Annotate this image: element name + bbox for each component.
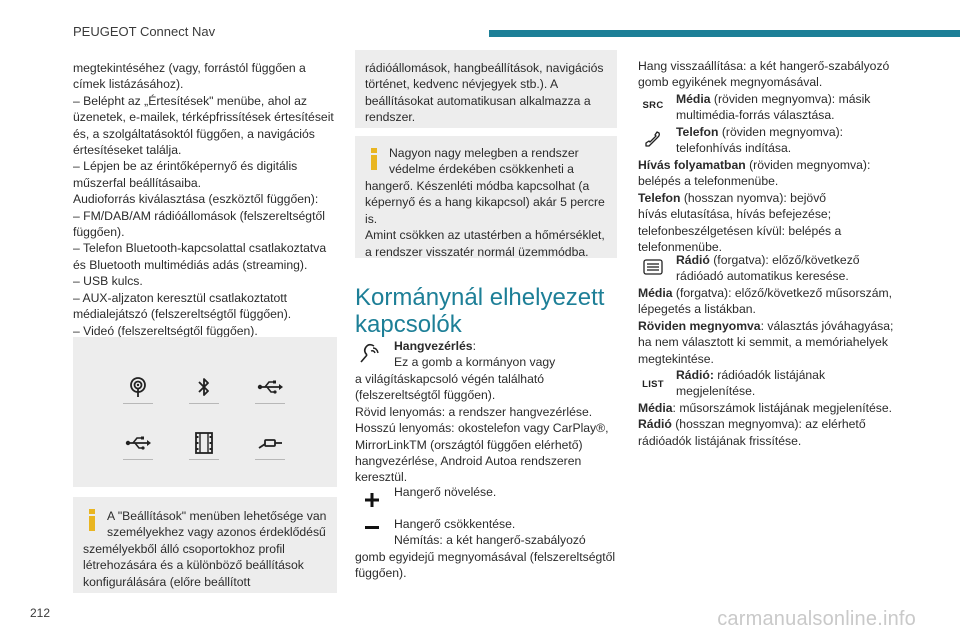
bluetooth-icon bbox=[189, 372, 219, 402]
text-line: üzenetek, e-mailek, térképfrissítések értesítéseit bbox=[73, 110, 334, 125]
text-line bbox=[676, 124, 902, 140]
bold-term: Rádió: bbox=[676, 368, 714, 382]
text-line: médialejátszó (felszereltségtől függően). bbox=[73, 307, 292, 322]
text-line: Audioforrás kiválasztása (eszköztől függően): bbox=[73, 192, 319, 207]
page-number: 212 bbox=[30, 606, 51, 620]
bold-term: Hívás folyamatban bbox=[638, 158, 746, 172]
text-line: Ez a gomb a kormányon vagy bbox=[394, 355, 556, 370]
src-button-label: SRC bbox=[642, 99, 664, 111]
plus-icon bbox=[362, 490, 382, 510]
audio-source-illustration bbox=[73, 337, 337, 487]
text-line bbox=[676, 367, 902, 383]
text-span: rádióadók listájának bbox=[713, 368, 826, 382]
text-line: személyekhez vagy azonos érdeklődésű bbox=[107, 525, 326, 540]
text-line: rádióállomások, hangbeállítások, navigációs bbox=[365, 61, 604, 75]
text-line: és Bluetooth multimédiás adás (streaming). bbox=[73, 257, 308, 272]
text-line: Némítás: a két hangerő-szabályozó bbox=[394, 533, 586, 548]
text-line: Hosszú lenyomás: okostelefon vagy CarPlay®, bbox=[355, 421, 609, 436]
text-line: Hangerő csökkentése. bbox=[394, 517, 516, 531]
icon-underline bbox=[189, 403, 219, 404]
mute-text bbox=[355, 549, 619, 582]
text-line: konfigurálására (előre beállított bbox=[83, 574, 251, 589]
text-span: (röviden megnyomva): másik bbox=[710, 92, 871, 106]
text-line: megtekintéséhez (vagy, forrástól függően a bbox=[73, 61, 306, 75]
radio-icon bbox=[123, 372, 153, 402]
text-line: telefonhívás indítása. bbox=[676, 141, 792, 156]
call-text bbox=[638, 157, 902, 255]
volume-up-text bbox=[394, 484, 619, 500]
info-note-continued bbox=[355, 50, 617, 128]
text-line: függően). bbox=[73, 225, 125, 240]
text-line: telefonmenübe. bbox=[638, 240, 723, 255]
media-text bbox=[638, 285, 902, 367]
text-line: Amint csökken az utastérben a hőmérséklet, bbox=[365, 228, 605, 243]
colon: : bbox=[472, 339, 476, 353]
text-line bbox=[638, 285, 902, 301]
text-line: Rövid lenyomás: a rendszer hangvezérlése. bbox=[355, 404, 593, 419]
text-line: – USB kulcs. bbox=[73, 274, 143, 289]
text-span: : műsorszámok listájának megjelenítése. bbox=[672, 401, 893, 415]
text-line: keresztül. bbox=[355, 470, 408, 485]
text-line: – Belépht az „Értesítések" menübe, ahol az bbox=[73, 93, 307, 108]
text-line: műszerfal beállításaiba. bbox=[73, 175, 202, 190]
text-span: (röviden megnyomva): bbox=[745, 158, 871, 172]
watermark: carmanualsonline.info bbox=[717, 608, 916, 630]
phone-text bbox=[676, 124, 902, 157]
text-line: beállításokat automatikusan alkalmazza a bbox=[365, 93, 591, 108]
section-title bbox=[355, 284, 617, 338]
icon-underline bbox=[255, 403, 285, 404]
voice-body bbox=[355, 371, 619, 486]
text-line: gomb egyikének megnyomásával. bbox=[638, 75, 823, 90]
note-text bbox=[107, 508, 332, 541]
text-line: megjelenítése. bbox=[676, 384, 756, 399]
note-text bbox=[365, 60, 615, 126]
text-span: (hosszan nyomva): bejövő bbox=[680, 190, 827, 205]
icon-underline bbox=[255, 459, 285, 460]
text-line: ha nem választott ki semmit, a memóriahelyek bbox=[638, 335, 888, 350]
column-1 bbox=[73, 60, 337, 339]
text-line: képernyő és a hang kikapcsol) akár 5 percre bbox=[365, 195, 605, 210]
text-line: rádióadók listájának frissítése. bbox=[638, 433, 802, 448]
text-line: multimédia-forrás választása. bbox=[676, 108, 835, 123]
voice-title: Hangvezérlés bbox=[394, 339, 473, 353]
text-line: rendszer. bbox=[365, 110, 416, 125]
text-line bbox=[638, 416, 902, 432]
bold-term: Telefon bbox=[638, 190, 681, 205]
src-text bbox=[676, 91, 902, 124]
section-title-line: kapcsolók bbox=[355, 311, 462, 338]
list-text bbox=[676, 367, 902, 400]
icon-underline bbox=[123, 403, 153, 404]
text-span: (forgatva): előző/következő műsorszám, bbox=[672, 286, 893, 300]
voice-title-line bbox=[394, 338, 619, 354]
text-line: történet, kedvenc névjegyek stb.). A bbox=[365, 77, 559, 92]
text-line: Nagyon nagy melegben a rendszer bbox=[389, 146, 579, 160]
text-line: hangvezérlése, Android Autoa rendszeren bbox=[355, 454, 582, 469]
text-line: lépegetés a listákban. bbox=[638, 302, 756, 317]
text-line bbox=[638, 190, 902, 206]
text-line: rádióadó automatikus keresése. bbox=[676, 269, 849, 284]
voice-heading bbox=[394, 338, 619, 371]
note-text bbox=[389, 145, 614, 178]
text-line: létrehozására és a különböző beállítások bbox=[83, 558, 304, 573]
video-icon bbox=[189, 428, 219, 458]
text-line: megtekintése. bbox=[638, 351, 714, 366]
minus-icon bbox=[362, 523, 382, 533]
text-line: hangerő. Készenléti módba kapcsolhat (a bbox=[365, 179, 590, 193]
text-line: MirrorLinkTM (országtól függően elérhető) bbox=[355, 437, 583, 452]
usb-icon bbox=[255, 372, 285, 402]
note-text bbox=[83, 541, 333, 590]
text-line bbox=[638, 400, 902, 416]
info-icon bbox=[369, 148, 379, 170]
bold-term: Telefon bbox=[676, 125, 719, 139]
text-line bbox=[638, 318, 902, 334]
text-line: – Lépjen be az érintőképernyő és digitális bbox=[73, 159, 298, 174]
media-list-text bbox=[638, 400, 902, 449]
text-span: (röviden megnyomva): bbox=[718, 125, 844, 139]
text-line: – Telefon Bluetooth-kapcsolattal csatlakoztatva bbox=[73, 241, 327, 256]
icon-underline bbox=[189, 459, 219, 460]
icon-underline bbox=[123, 459, 153, 460]
text-line: címek listázásához). bbox=[73, 77, 184, 92]
radio-turn-text bbox=[676, 252, 902, 285]
text-line: is. bbox=[365, 211, 378, 226]
text-line: hívás elutasítása, hívás befejezése; bbox=[638, 207, 832, 222]
info-icon bbox=[87, 509, 97, 531]
aux-cable-icon bbox=[255, 428, 285, 458]
text-line: – Videó (felszereltségtől függően). bbox=[73, 323, 258, 338]
header-title: PEUGEOT Connect Nav bbox=[73, 24, 216, 39]
text-line: – AUX-aljzaton keresztül csatlakoztatott bbox=[73, 290, 288, 305]
text-line: értesítéseket találja. bbox=[73, 143, 182, 158]
bold-term: Rádió bbox=[676, 253, 710, 267]
list-button-label: LIST bbox=[642, 378, 664, 390]
text-line bbox=[638, 157, 902, 173]
text-line: A "Beállítások" menüben lehetősége van bbox=[107, 509, 327, 523]
text-span: (hosszan megnyomva): az elérhető bbox=[671, 417, 866, 432]
note-text bbox=[365, 178, 615, 260]
text-line: telefonbeszélgetésen kívül: belépés a bbox=[638, 223, 842, 238]
text-line: a világításkapcsoló végén található bbox=[355, 372, 545, 386]
section-title-line: Kormánynál elhelyezett bbox=[355, 284, 605, 311]
bold-term: Röviden megnyomva bbox=[638, 318, 761, 333]
text-line: – FM/DAB/AM rádióállomások (felszereltségtől bbox=[73, 208, 325, 223]
text-line: (felszereltségtől függően). bbox=[355, 388, 496, 403]
text-line: és, a szolgáltatásoktól függően, a navigációs bbox=[73, 126, 315, 141]
header-accent-bar bbox=[489, 30, 960, 37]
voice-command-icon bbox=[356, 340, 382, 366]
info-note-profiles bbox=[73, 497, 337, 593]
restore-text bbox=[638, 58, 902, 91]
bold-term: Rádió bbox=[638, 417, 672, 432]
text-line: belépés a telefonmenübe. bbox=[638, 174, 779, 189]
text-span: : választás jóváhagyása; bbox=[760, 318, 894, 333]
text-line: a rendszer visszatér normál üzemmódba. bbox=[365, 244, 589, 259]
text-line: gomb egyidejű megnyomásával (felszereltségtől bbox=[355, 550, 616, 564]
text-line: Hang visszaállítása: a két hangerő-szabályozó bbox=[638, 59, 890, 73]
text-line: védelme érdekében csökkenheti a bbox=[389, 162, 574, 177]
info-note-heat bbox=[355, 136, 617, 258]
text-line: Hangerő növelése. bbox=[394, 485, 497, 499]
bold-term: Média bbox=[676, 92, 711, 106]
text-line: függően). bbox=[355, 566, 407, 581]
text-line: személyekből álló csoportokhoz profil bbox=[83, 542, 285, 556]
usb-icon bbox=[123, 428, 153, 458]
text-line bbox=[676, 252, 902, 268]
text-span: (forgatva): előző/következő bbox=[709, 253, 860, 267]
text-line bbox=[676, 91, 902, 107]
bold-term: Média bbox=[638, 286, 673, 300]
bold-term: Média bbox=[638, 401, 673, 415]
volume-down-text bbox=[394, 516, 619, 549]
phone-icon bbox=[642, 128, 664, 150]
list-lines-icon bbox=[642, 257, 664, 277]
